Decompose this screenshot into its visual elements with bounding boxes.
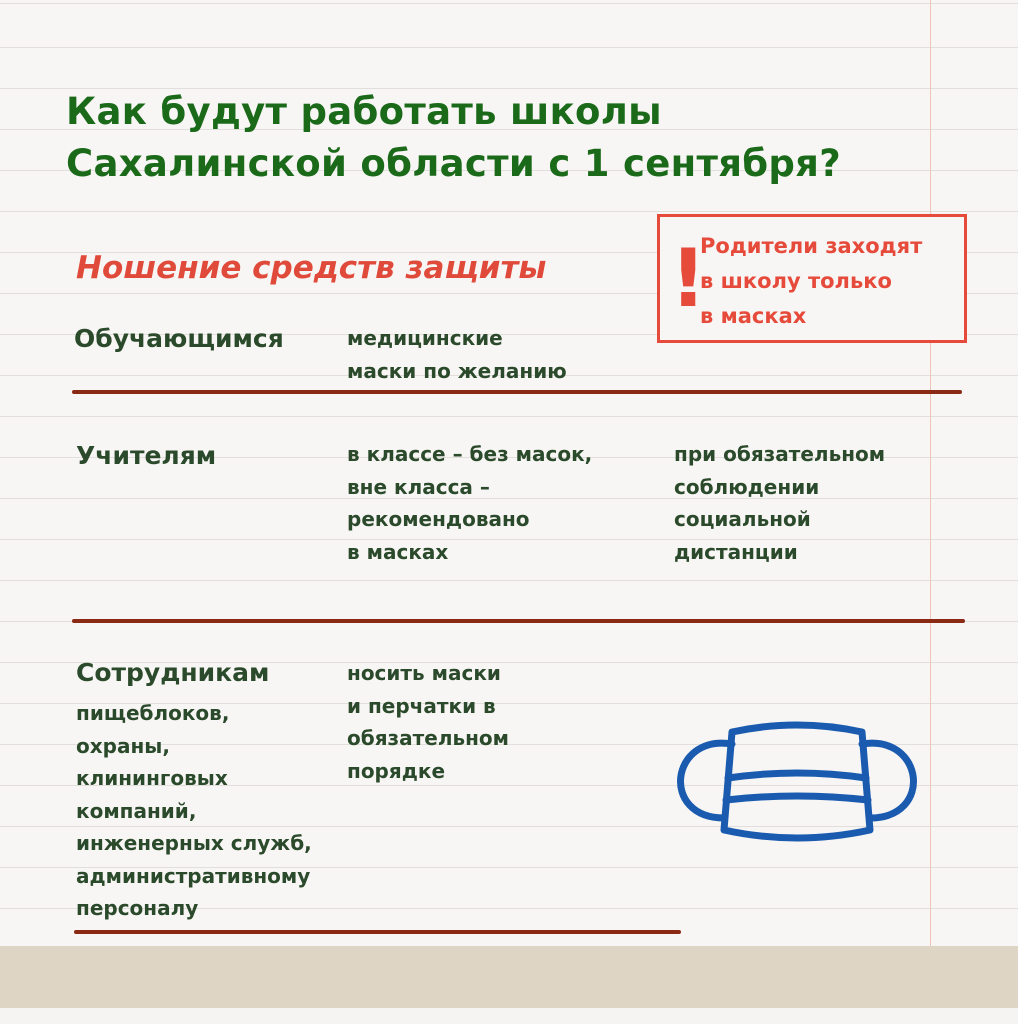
text-line: социальной (674, 507, 811, 531)
page-title (66, 86, 841, 190)
students-label: Обучающимся (74, 324, 284, 353)
title-line-1: Как будут работать школы (66, 90, 662, 133)
teachers-note (674, 438, 885, 568)
text-line: обязательном (347, 726, 510, 750)
text-line: пищеблоков, (76, 701, 230, 725)
text-line: клининговых (76, 766, 228, 790)
text-line: маски по желанию (347, 358, 567, 383)
text-line: порядке (347, 758, 446, 783)
students-text (347, 322, 567, 387)
section-subtitle: Ношение средств защиты (76, 250, 547, 286)
text-line: при обязательном (674, 442, 886, 466)
teachers-label: Учителям (76, 441, 217, 470)
text-line: инженерных служб, (76, 831, 312, 855)
notice-line: Родители заходят (700, 234, 923, 258)
text-line: носить маски (347, 661, 501, 685)
parents-notice-box (657, 214, 967, 343)
text-line: в классе – без масок, (347, 442, 593, 466)
text-line: медицинские (347, 326, 503, 350)
text-line: компаний, (76, 798, 197, 823)
staff-text (347, 657, 509, 787)
bottom-band (0, 946, 1018, 1008)
staff-label: Сотрудникам (76, 658, 270, 687)
staff-sublabel (76, 697, 312, 925)
notice-line: в масках (700, 304, 807, 328)
text-line: в масках (347, 539, 449, 564)
teachers-text (347, 438, 592, 568)
text-line: дистанции (674, 539, 798, 564)
text-line: вне класса – (347, 474, 490, 499)
title-line-2: Сахалинской области с 1 сентября? (66, 142, 841, 185)
divider-teachers (72, 619, 965, 623)
text-line: персоналу (76, 896, 199, 920)
text-line: охраны, (76, 733, 170, 758)
text-line: административному (76, 863, 311, 888)
exclamation-mark-icon: ! (670, 232, 707, 325)
notice-text (700, 229, 922, 334)
divider-staff (74, 930, 681, 934)
notice-line: в школу только (700, 269, 892, 293)
text-line: и перчатки в (347, 693, 496, 718)
bottom-strip (0, 1008, 1018, 1024)
text-line: рекомендовано (347, 507, 530, 531)
text-line: соблюдении (674, 474, 820, 499)
medical-mask-icon (662, 720, 932, 845)
divider-students (72, 390, 962, 394)
